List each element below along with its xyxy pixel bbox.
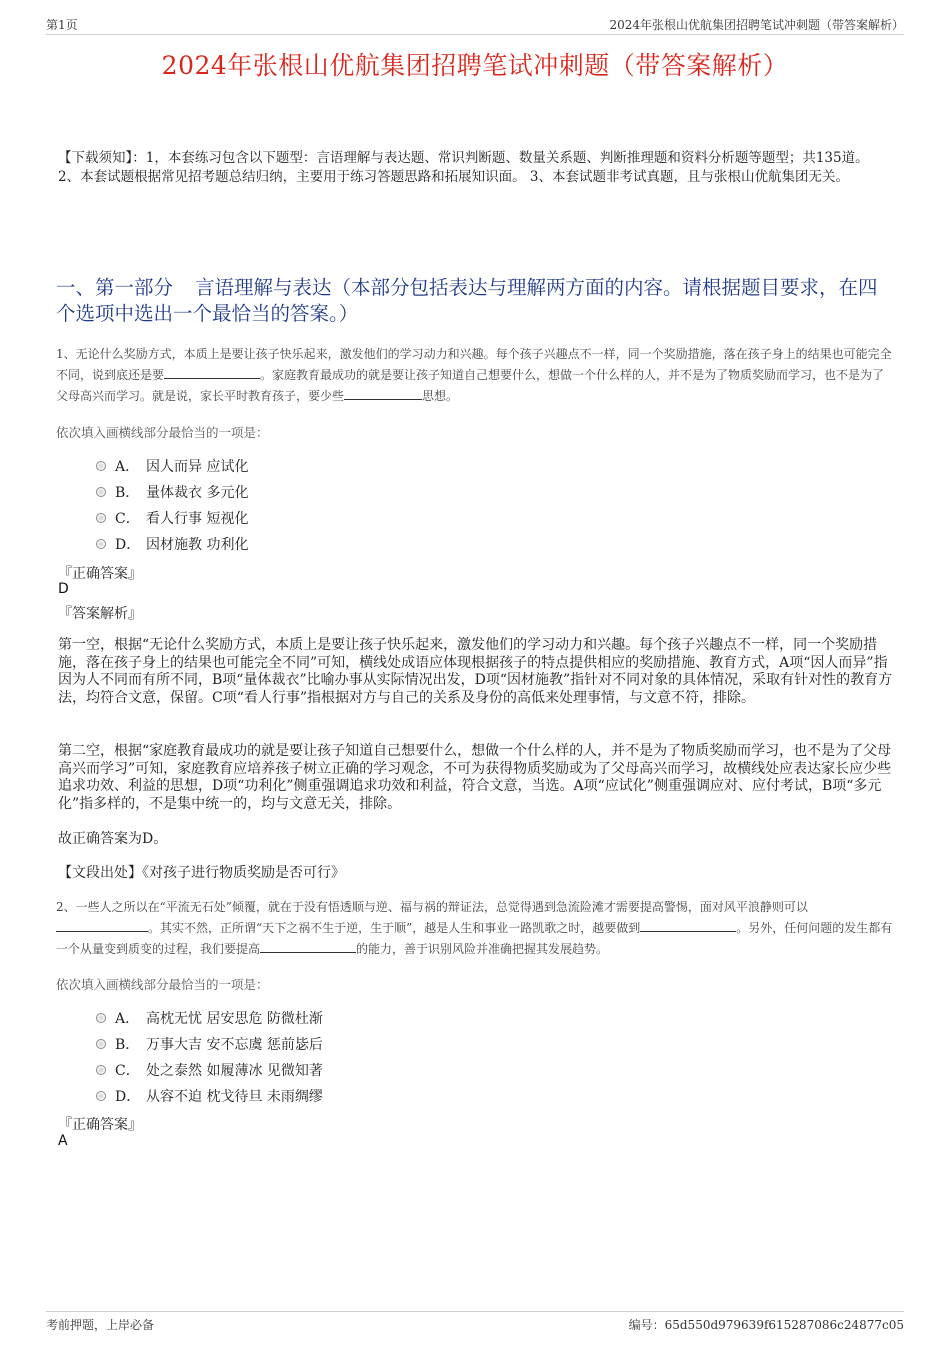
question-1-text-c: 思想。 bbox=[422, 389, 459, 403]
correct-answer: A bbox=[58, 1133, 68, 1149]
question-2-text-c: 。另外，任何问题的发生都有一个从量变到质变的过程，我们要提高 bbox=[56, 921, 893, 956]
analysis-paragraph-2: 第二空，根据“家庭教育最成功的就是要让孩子知道自己想要什么，想做一个什么样的人，并不是为了物质奖励而学习，也不是为了父母高兴而学习”可知，家庭教育应培养孩子树立正确的学习观念，不可为获得物质奖励或为了父母高兴而学习，故横线处应表达家长应少些追求功效、利益的思想，D项“功利化”侧重强调追求功效和利益，符合文意，当选。A项“应试化”侧重强调应对、应付考试，B项“多元化”指多样的，不是集中统一的，均与文意无关，排除。 bbox=[58, 743, 892, 812]
fill-blank bbox=[640, 918, 736, 932]
section-title: 言语理解与表达（本部分包括表达与理解两方面的内容。请根据题目要求，在四个选项中选出一个最恰当的答案。） bbox=[56, 276, 878, 325]
question-1-prompt: 依次填入画横线部分最恰当的一项是： bbox=[56, 425, 269, 440]
question-1-stem bbox=[56, 344, 894, 407]
fill-blank bbox=[260, 939, 356, 953]
radio-icon[interactable] bbox=[96, 1091, 106, 1101]
option-c[interactable]: C． 处之泰然 如履薄冰 见微知著 bbox=[96, 1057, 323, 1083]
page-title: 2024年张根山优航集团招聘笔试冲刺题（带答案解析） bbox=[161, 51, 789, 80]
section-part: 一、第一部分 bbox=[56, 276, 174, 299]
passage-source: 【文段出处】《对孩子进行物质奖励是否可行》 bbox=[58, 865, 345, 881]
analysis-label: 『答案解析』 bbox=[58, 606, 142, 622]
question-2-stem bbox=[56, 897, 894, 960]
page-header bbox=[46, 14, 904, 35]
question-2-options bbox=[96, 1005, 323, 1109]
page-number: 第1页 bbox=[46, 18, 78, 32]
question-1-text-a: 1、无论什么奖励方式，本质上是要让孩子快乐起来，激发他们的学习动力和兴趣。每个孩子兴趣点不一样，同一个奖励措施，落在孩子身上的结果也可能完全不同，说到底还是要 bbox=[56, 347, 892, 382]
download-notice: 【下载须知】：1，本套练习包含以下题型：言语理解与表达题、常识判断题、数量关系题、判断推理题和资料分析题等题型；共135道。 2、本套试题根据常见招考题总结归纳，主要用于练习答题思路和拓展知识面。 3、本套试题非考试真题，且与张根山优航集团无关。 bbox=[58, 150, 869, 185]
question-1-options bbox=[96, 453, 248, 557]
fill-blank bbox=[344, 386, 422, 400]
radio-icon[interactable] bbox=[96, 513, 106, 523]
analysis-paragraph-1: 第一空，根据“无论什么奖励方式，本质上是要让孩子快乐起来，激发他们的学习动力和兴趣。每个孩子兴趣点不一样，同一个奖励措施，落在孩子身上的结果也可能完全不同”可知，横线处成语应体现根据孩子的特点提供相应的奖励措施、教育方式，A项“因人而异”指因为人不同而有所不同，B项“量体裁衣”比喻办事从实际情况出发，D项“因材施教”指针对不同对象的具体情况，采取有针对性的教育方法，均符合文意，保留。C项“看人行事”指根据对方与自己的关系及身份的高低来处理事情，与文意不符，排除。 bbox=[58, 637, 893, 706]
option-a[interactable]: A． 因人而异 应试化 bbox=[96, 453, 248, 479]
analysis-conclusion: 故正确答案为D。 bbox=[58, 831, 168, 847]
question-2-text-d: 的能力，善于识别风险并准确把握其发展趋势。 bbox=[356, 942, 609, 956]
radio-icon[interactable] bbox=[96, 487, 106, 497]
document-code: 编号：65d550d979639f615287086c24877c05 bbox=[628, 1318, 904, 1332]
section-heading bbox=[56, 275, 894, 327]
question-2-prompt: 依次填入画横线部分最恰当的一项是： bbox=[56, 977, 269, 992]
radio-icon[interactable] bbox=[96, 1065, 106, 1075]
option-b[interactable]: B． 万事大吉 安不忘虞 惩前毖后 bbox=[96, 1031, 323, 1057]
fill-blank bbox=[56, 918, 148, 932]
radio-icon[interactable] bbox=[96, 539, 106, 549]
question-2-text-b: 。其实不然，正所谓“天下之祸不生于逆，生于顺”，越是人生和事业一路凯歌之时，越要做到 bbox=[148, 921, 641, 935]
correct-answer-label: 『正确答案』 bbox=[58, 1117, 142, 1133]
option-d[interactable]: D． 从容不迫 枕戈待旦 未雨绸缪 bbox=[96, 1083, 323, 1109]
radio-icon[interactable] bbox=[96, 1039, 106, 1049]
page-footer bbox=[46, 1311, 904, 1334]
question-2-text-a: 2、一些人之所以在“平流无石处”倾覆，就在于没有悟透顺与逆、福与祸的辩证法，总觉得遇到急流险滩才需要提高警惕，面对风平浪静则可以 bbox=[56, 900, 808, 914]
fill-blank bbox=[164, 365, 260, 379]
option-d[interactable]: D． 因材施教 功利化 bbox=[96, 531, 248, 557]
option-b[interactable]: B． 量体裁衣 多元化 bbox=[96, 479, 248, 505]
radio-icon[interactable] bbox=[96, 1013, 106, 1023]
correct-answer: D bbox=[58, 581, 69, 597]
correct-answer-label: 『正确答案』 bbox=[58, 566, 142, 582]
option-a[interactable]: A． 高枕无忧 居安思危 防微杜渐 bbox=[96, 1005, 323, 1031]
footer-slogan: 考前押题，上岸必备 bbox=[46, 1318, 155, 1332]
question-1-text-b: 。家庭教育最成功的就是要让孩子知道自己想要什么，想做一个什么样的人，并不是为了物质奖励而学习，也不是为了父母高兴而学习。就是说，家长平时教育孩子，要少些 bbox=[56, 368, 885, 403]
header-doc-title: 2024年张根山优航集团招聘笔试冲刺题（带答案解析） bbox=[609, 18, 904, 32]
option-c[interactable]: C． 看人行事 短视化 bbox=[96, 505, 248, 531]
radio-icon[interactable] bbox=[96, 461, 106, 471]
